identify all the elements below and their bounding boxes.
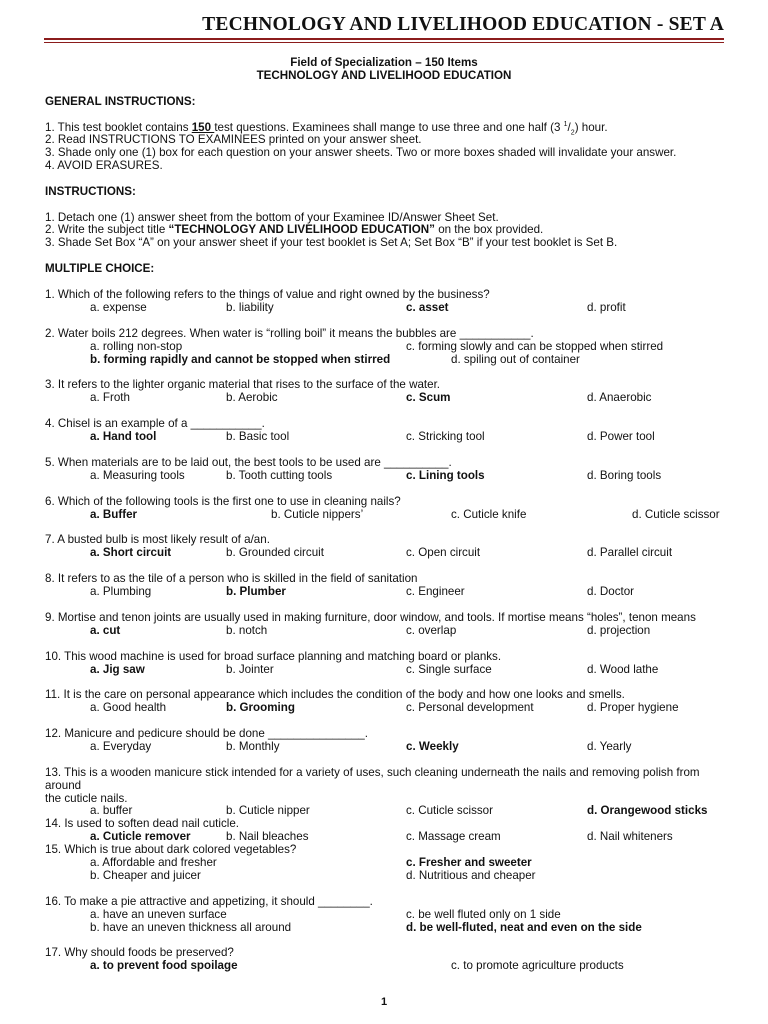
question-text: 14. Is used to soften dead nail cuticle.: [45, 817, 239, 830]
option-c: c. Cuticle scissor: [406, 804, 493, 818]
question-text: 9. Mortise and tenon joints are usually used in making furniture, door window, and tools. If mortise means “holes”, tenon means: [45, 611, 696, 624]
question-2: [45, 328, 735, 366]
option-c: c. to promote agriculture products: [451, 958, 624, 972]
option-c: c. Stricking tool: [406, 429, 485, 443]
question-16: [45, 896, 735, 934]
option-c: c. Fresher and sweeter: [406, 855, 532, 869]
option-b: b. forming rapidly and cannot be stopped when stirred: [90, 352, 391, 366]
option-d: d. be well-fluted, neat and even on the side: [406, 920, 642, 934]
general-item-1-count: 150: [191, 120, 215, 134]
option-a: a. Cuticle remover: [90, 829, 191, 843]
option-d: d. Doctor: [587, 584, 635, 598]
option-b: b. Cheaper and juicer: [90, 868, 201, 882]
option-b: b. Cuticle nipper: [226, 804, 310, 818]
option-b: b. Nail bleaches: [226, 829, 309, 843]
option-a: a. Good health: [90, 700, 167, 714]
question-8: [45, 573, 735, 599]
fraction-denominator: 2: [570, 128, 575, 136]
option-a: a. Buffer: [90, 507, 138, 521]
question-15: [45, 844, 735, 882]
option-c: c. Engineer: [406, 584, 465, 598]
question-9: [45, 612, 735, 638]
option-a: a. Affordable and fresher: [90, 855, 217, 869]
option-a: a. Hand tool: [90, 429, 157, 443]
option-a: a. buffer: [90, 804, 133, 818]
option-c: c. be well fluted only on 1 side: [406, 907, 561, 921]
option-d: d. Nutritious and cheaper: [406, 868, 536, 882]
mc-heading-text: MULTIPLE CHOICE:: [45, 262, 155, 275]
question-14: [45, 818, 735, 844]
option-c: c. Personal development: [406, 700, 534, 714]
option-d: d. Cuticle scissor: [632, 507, 720, 521]
option-d: d. Yearly: [587, 739, 632, 753]
option-a: a. Short circuit: [90, 545, 172, 559]
field-line-2: TECHNOLOGY AND LIVELIHOOD EDUCATION: [256, 69, 512, 82]
option-a: a. cut: [90, 623, 121, 637]
header-rule-thin: [44, 42, 724, 43]
option-c: c. Lining tools: [406, 468, 485, 482]
option-d: d. Power tool: [587, 429, 655, 443]
option-d: d. Orangewood sticks: [587, 804, 708, 818]
fraction-numerator: 1: [563, 120, 568, 128]
option-a: a. rolling non-stop: [90, 339, 183, 353]
option-b: b. Jointer: [226, 662, 274, 676]
document-title: TECHNOLOGY AND LIVELIHOOD EDUCATION - SET A: [202, 14, 724, 35]
option-c: c. forming slowly and can be stopped when stirred: [406, 339, 664, 353]
fraction-slash: /: [567, 120, 571, 134]
header-rule-thick: [44, 38, 724, 40]
option-d: d. spiling out of container: [451, 352, 580, 366]
option-a: a. Measuring tools: [90, 468, 185, 482]
general-item-3: 3. Shade only one (1) box for each question on your answer sheets. Two or more boxes shaded will invalidate your answer.: [45, 146, 677, 160]
subject-title-text: “TECHNOLOGY AND LIVELIHOOD EDUCATION”: [168, 223, 435, 237]
option-d: d. Parallel circuit: [587, 545, 673, 559]
question-text: 8. It refers to as the tile of a person who is skilled in the field of sanitation: [45, 572, 418, 585]
question-6: [45, 496, 735, 522]
option-b: b. Cuticle nippers’: [271, 507, 364, 521]
question-text: 7. A busted bulb is most likely result of a/an.: [45, 533, 270, 546]
option-a: a. have an uneven surface: [90, 907, 227, 921]
question-17: [45, 947, 735, 973]
option-a: a. expense: [90, 300, 147, 314]
question-text: 10. This wood machine is used for broad surface planning and matching board or planks.: [45, 650, 502, 663]
question-text: 13. This is a wooden manicure stick intended for a variety of uses, such cleaning underneath the nails and removing polish from around: [45, 766, 700, 792]
question-7: [45, 534, 735, 560]
question-text-cont: the cuticle nails.: [45, 791, 128, 805]
general-item-1-post: test questions. Examinees shall mange to use three and one half (3: [214, 120, 564, 134]
option-a: a. Plumbing: [90, 584, 152, 598]
question-text: 2. Water boils 212 degrees. When water is “rolling boil” it means the bubbles are ___________.: [45, 327, 534, 340]
option-b: b. notch: [226, 623, 268, 637]
option-b: b. have an uneven thickness all around: [90, 920, 292, 934]
question-5: [45, 457, 735, 483]
option-b: b. liability: [226, 300, 274, 314]
multiple-choice-heading: [45, 263, 735, 276]
question-4: [45, 418, 735, 444]
page-number: 1: [380, 996, 388, 1008]
option-d: d. Boring tools: [587, 468, 662, 482]
option-d: d. Proper hygiene: [587, 700, 679, 714]
option-c: c. Scum: [406, 390, 451, 404]
option-d: d. profit: [587, 300, 626, 314]
option-b: b. Plumber: [226, 584, 286, 598]
instructions-item-2-post: on the box provided.: [434, 223, 544, 237]
option-b: b. Monthly: [226, 739, 280, 753]
option-b: b. Grooming: [226, 700, 295, 714]
option-a: a. Froth: [90, 390, 130, 404]
instructions: [45, 186, 735, 250]
field-line-1: Field of Specialization – 150 Items: [290, 56, 478, 69]
question-11: [45, 689, 735, 715]
option-d: d. Anaerobic: [587, 390, 652, 404]
question-1: [45, 289, 735, 315]
option-c: c. overlap: [406, 623, 457, 637]
option-c: c. Massage cream: [406, 829, 501, 843]
question-3: [45, 379, 735, 405]
option-a: a. to prevent food spoilage: [90, 958, 238, 972]
question-10: [45, 651, 735, 677]
option-b: b. Aerobic: [226, 390, 278, 404]
option-c: c. Cuticle knife: [451, 507, 527, 521]
question-text: 16. To make a pie attractive and appetizing, it should ________.: [45, 895, 373, 908]
question-text: 4. Chisel is an example of a ___________.: [45, 417, 265, 430]
option-b: b. Tooth cutting tools: [226, 468, 333, 482]
question-text: 11. It is the care on personal appearance which includes the condition of the body and how one looks and smells.: [45, 688, 625, 701]
option-b: b. Grounded circuit: [226, 545, 324, 559]
option-c: c. Open circuit: [406, 545, 481, 559]
option-c: c. asset: [406, 300, 449, 314]
general-item-1-pre: 1. This test booklet contains: [45, 120, 192, 134]
general-item-4: 4. AVOID ERASURES.: [45, 158, 163, 172]
general-instructions: [45, 96, 735, 173]
option-d: d. Nail whiteners: [587, 829, 673, 843]
question-text: 17. Why should foods be preserved?: [45, 946, 234, 959]
option-c: c. Weekly: [406, 739, 459, 753]
instructions-item-1: 1. Detach one (1) answer sheet from the bottom of your Examinee ID/Answer Sheet Set.: [45, 210, 499, 224]
question-text: 12. Manicure and pedicure should be done _______________.: [45, 727, 368, 740]
question-text: 6. Which of the following tools is the first one to use in cleaning nails?: [45, 495, 401, 508]
question-text: 3. It refers to the lighter organic material that rises to the surface of the water.: [45, 378, 441, 391]
option-c: c. Single surface: [406, 662, 492, 676]
option-d: d. Wood lathe: [587, 662, 659, 676]
option-b: b. Basic tool: [226, 429, 290, 443]
question-12: [45, 728, 735, 754]
question-text: 5. When materials are to be laid out, the best tools to be used are __________.: [45, 456, 452, 469]
option-a: a. Everyday: [90, 739, 152, 753]
instructions-item-3: 3. Shade Set Box “A” on your answer sheet if your test booklet is Set A; Set Box “B” if your test booklet is Set B.: [45, 236, 618, 250]
option-a: a. Jig saw: [90, 662, 145, 676]
general-item-2: 2. Read INSTRUCTIONS TO EXAMINEES printed on your answer sheet.: [45, 133, 422, 147]
general-heading: GENERAL INSTRUCTIONS:: [45, 95, 196, 108]
general-item-1-end: ) hour.: [574, 120, 608, 134]
instructions-item-2-pre: 2. Write the subject title: [45, 223, 169, 237]
option-d: d. projection: [587, 623, 651, 637]
instructions-heading: INSTRUCTIONS:: [45, 185, 136, 198]
question-text: 1. Which of the following refers to the things of value and right owned by the business?: [45, 288, 490, 301]
question-text: 15. Which is true about dark colored vegetables?: [45, 843, 297, 856]
question-13: [45, 767, 735, 818]
